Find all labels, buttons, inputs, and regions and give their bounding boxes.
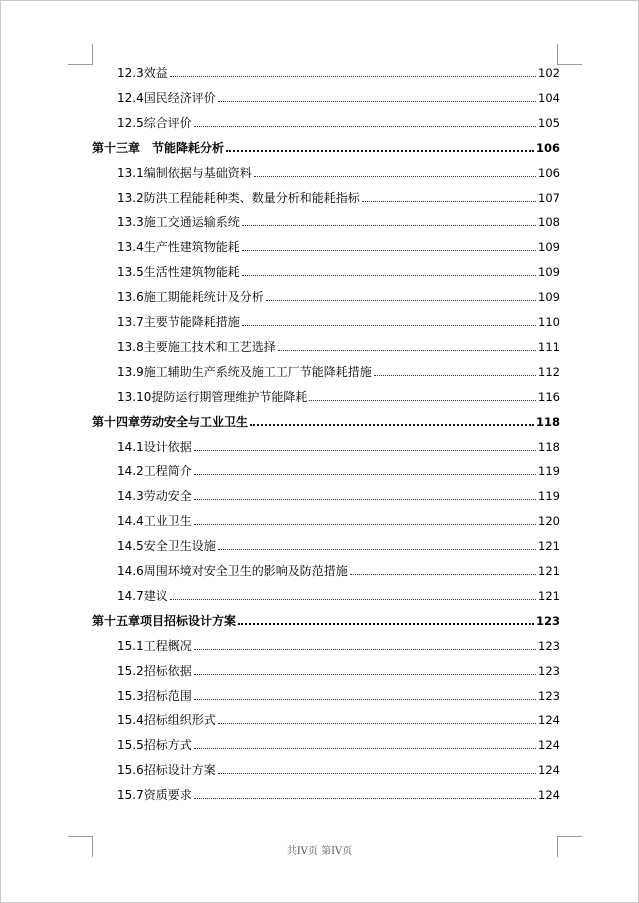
toc-dot-leader (242, 274, 536, 276)
toc-dot-leader (194, 747, 536, 749)
toc-page-number: 118 (535, 414, 560, 429)
toc-page-number: 119 (538, 464, 560, 479)
toc-section-entry[interactable] (117, 483, 560, 503)
toc-page-number: 120 (538, 514, 560, 529)
toc-dot-leader (170, 75, 536, 77)
toc-page-number: 102 (538, 66, 560, 80)
toc-page-number: 109 (538, 290, 560, 305)
toc-section-entry[interactable] (117, 185, 560, 205)
toc-chapter-entry[interactable] (92, 409, 560, 429)
toc-entry-title: 15.2招标依据 (117, 663, 192, 678)
toc-dot-leader (194, 473, 536, 475)
toc-entry-title: 14.3劳动安全 (117, 489, 192, 504)
toc-section-entry[interactable] (117, 334, 560, 354)
toc-dot-leader (309, 399, 536, 401)
toc-entry-title: 15.6招标设计方案 (117, 763, 216, 778)
toc-entry-title: 第十四章劳动安全与工业卫生 (92, 414, 249, 429)
toc-section-entry[interactable] (117, 633, 560, 653)
toc-entry-title: 14.7建议 (117, 588, 168, 603)
toc-dot-leader (218, 722, 536, 724)
toc-dot-leader (242, 324, 536, 326)
toc-section-entry[interactable] (117, 683, 560, 703)
toc-entry-title: 15.7资质要求 (117, 788, 192, 803)
toc-section-entry[interactable] (117, 284, 560, 304)
toc-section-entry[interactable] (117, 658, 560, 678)
toc-dot-leader (218, 100, 536, 102)
toc-page-number: 124 (538, 763, 560, 778)
toc-section-entry[interactable] (117, 583, 560, 603)
toc-entry-title: 14.6周围环境对安全卫生的影响及防范措施 (117, 564, 348, 578)
toc-page-number: 121 (538, 539, 560, 554)
toc-dot-leader (374, 374, 536, 376)
toc-entry-title: 12.3效益 (117, 66, 168, 80)
toc-page-number: 110 (538, 315, 560, 329)
toc-section-entry[interactable] (117, 434, 560, 454)
toc-entry-title: 第十三章 节能降耗分析 (92, 140, 225, 155)
toc-dot-leader (242, 249, 536, 251)
toc-entry-title: 15.1工程概况 (117, 638, 192, 653)
toc-entry-title: 13.10提防运行期管理维护节能降耗 (117, 389, 308, 404)
page-footer: 共IV页 第IV页 (286, 846, 353, 857)
toc-entry-title: 13.5生活性建筑物能耗 (117, 265, 240, 280)
toc-section-entry[interactable] (117, 110, 560, 130)
toc-page-number: 104 (538, 90, 560, 105)
crop-mark-top-left (68, 44, 93, 65)
toc-dot-leader (194, 125, 536, 127)
toc-entry-title: 13.2防洪工程能耗种类、数量分析和能耗指标 (117, 190, 360, 205)
toc-dot-leader (254, 175, 536, 177)
toc-entry-title: 13.3施工交通运输系统 (117, 215, 240, 230)
toc-page-number: 106 (538, 165, 560, 180)
toc-entry-title: 13.8主要施工技术和工艺选择 (117, 339, 276, 354)
toc-entry-title: 第十五章项目招标设计方案 (92, 613, 237, 628)
toc-entry-title: 15.4招标组织形式 (117, 713, 216, 728)
toc-entry-title: 14.5安全卫生设施 (117, 539, 216, 554)
toc-section-entry[interactable] (117, 160, 560, 180)
toc-page-number: 124 (538, 788, 560, 803)
toc-page-number: 123 (538, 688, 560, 703)
toc-section-entry[interactable] (117, 533, 560, 553)
toc-page-number: 123 (538, 638, 560, 653)
toc-page-number: 119 (538, 489, 560, 504)
toc-page-number: 123 (535, 613, 560, 628)
toc-entry-title: 13.6施工期能耗统计及分析 (117, 290, 264, 305)
toc-section-entry[interactable] (117, 209, 560, 229)
toc-page-number: 123 (538, 663, 560, 678)
toc-page-number: 106 (535, 140, 560, 155)
toc-page-number: 109 (538, 240, 560, 255)
toc-dot-leader (194, 648, 536, 650)
toc-chapter-entry[interactable] (92, 135, 560, 155)
toc-entry-title: 12.4国民经济评价 (117, 90, 216, 105)
toc-dot-leader (238, 622, 534, 625)
toc-entry-title: 13.4生产性建筑物能耗 (117, 240, 240, 255)
toc-page-number: 111 (538, 339, 560, 354)
toc-dot-leader (218, 772, 536, 774)
toc-dot-leader (194, 698, 536, 700)
toc-section-entry[interactable] (117, 782, 560, 802)
toc-section-entry[interactable] (117, 384, 560, 404)
toc-page-number: 124 (538, 713, 560, 728)
toc-entry-title: 15.5招标方式 (117, 738, 192, 753)
toc-section-entry[interactable] (117, 85, 560, 105)
crop-mark-top-right (557, 44, 582, 65)
toc-entry-title: 14.1设计依据 (117, 439, 192, 454)
toc-dot-leader (278, 349, 536, 351)
toc-section-entry[interactable] (117, 309, 560, 329)
toc-section-entry[interactable] (117, 757, 560, 777)
toc-dot-leader (266, 299, 536, 301)
toc-entry-title: 14.2工程简介 (117, 464, 192, 479)
toc-section-entry[interactable] (117, 234, 560, 254)
toc-page-number: 112 (538, 364, 560, 379)
toc-dot-leader (218, 548, 536, 550)
toc-page-number: 121 (538, 564, 560, 578)
toc-dot-leader (170, 598, 536, 600)
toc-dot-leader (250, 423, 534, 426)
toc-page-number: 116 (538, 389, 560, 404)
toc-entry-title: 13.7主要节能降耗措施 (117, 315, 240, 329)
toc-page-number: 109 (538, 265, 560, 280)
toc-section-entry[interactable] (117, 359, 560, 379)
toc-page-number: 107 (538, 190, 560, 205)
toc-entry-title: 15.3招标范围 (117, 688, 192, 703)
toc-dot-leader (350, 573, 536, 575)
toc-dot-leader (194, 797, 536, 799)
toc-dot-leader (194, 498, 536, 500)
toc-section-entry[interactable] (117, 732, 560, 752)
toc-page-number: 108 (538, 215, 560, 230)
toc-dot-leader (226, 149, 534, 152)
toc-dot-leader (242, 224, 536, 226)
toc-entry-title: 14.4工业卫生 (117, 514, 192, 529)
toc-page-number: 124 (538, 738, 560, 753)
toc-dot-leader (194, 449, 536, 451)
toc-entry-title: 12.5综合评价 (117, 115, 192, 130)
toc-page-number: 105 (538, 115, 560, 130)
toc-section-entry[interactable] (117, 558, 560, 578)
toc-section-entry[interactable] (117, 60, 560, 80)
toc-entry-title: 13.1编制依据与基础资料 (117, 165, 252, 180)
toc-section-entry[interactable] (117, 707, 560, 727)
toc-dot-leader (194, 523, 536, 525)
toc-entry-title: 13.9施工辅助生产系统及施工工厂节能降耗措施 (117, 364, 372, 379)
toc-chapter-entry[interactable] (92, 608, 560, 628)
toc-dot-leader (362, 200, 536, 202)
toc-page-number: 121 (538, 588, 560, 603)
toc-section-entry[interactable] (117, 508, 560, 528)
toc-dot-leader (194, 673, 536, 675)
toc-section-entry[interactable] (117, 458, 560, 478)
toc-section-entry[interactable] (117, 259, 560, 279)
toc-page-number: 118 (538, 439, 560, 454)
